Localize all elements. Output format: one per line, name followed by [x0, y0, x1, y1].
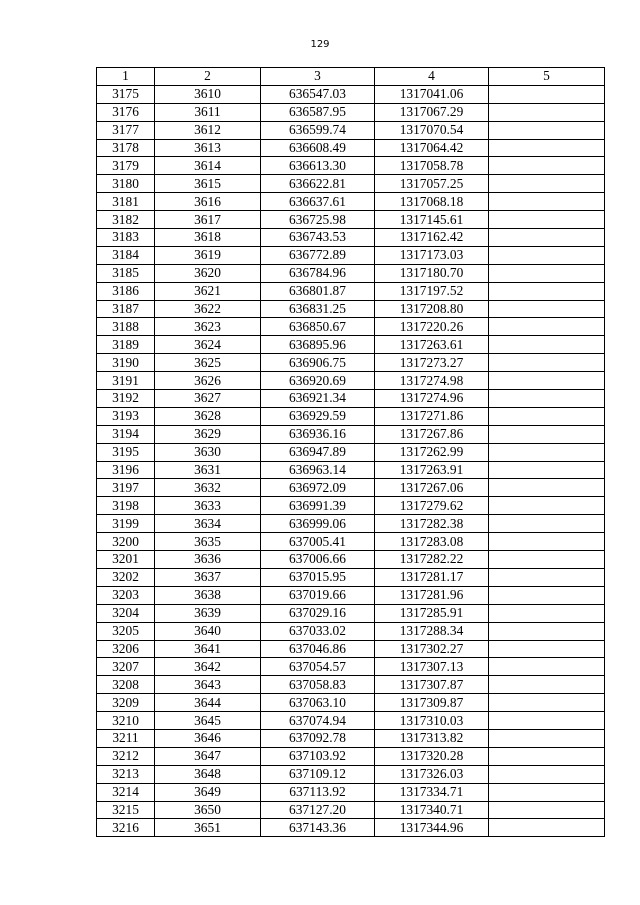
table-cell: 1317058.78	[375, 157, 489, 175]
table-cell: 1317220.26	[375, 318, 489, 336]
table-cell: 1317271.86	[375, 407, 489, 425]
table-cell: 636921.34	[261, 390, 375, 408]
table-cell: 3205	[97, 622, 155, 640]
table-cell: 636936.16	[261, 425, 375, 443]
table-cell: 1317263.91	[375, 461, 489, 479]
table-row	[97, 801, 605, 819]
table-cell: 1317310.03	[375, 712, 489, 730]
table-cell: 636547.03	[261, 85, 375, 103]
table-cell: 1317274.98	[375, 372, 489, 390]
table-row	[97, 658, 605, 676]
table-row	[97, 640, 605, 658]
table-cell: 636929.59	[261, 407, 375, 425]
table-cell: 3626	[155, 372, 261, 390]
table-cell: 1317267.86	[375, 425, 489, 443]
table-cell: 1317307.13	[375, 658, 489, 676]
table-cell: 3182	[97, 211, 155, 229]
table-cell	[489, 586, 605, 604]
table-cell: 3650	[155, 801, 261, 819]
table-cell: 3632	[155, 479, 261, 497]
table-cell: 1317273.27	[375, 354, 489, 372]
page-number: 129	[310, 39, 330, 50]
table-cell: 636972.09	[261, 479, 375, 497]
table-cell	[489, 336, 605, 354]
table-cell: 1317283.08	[375, 533, 489, 551]
table-cell: 1317282.38	[375, 515, 489, 533]
table-row	[97, 211, 605, 229]
column-header: 3	[261, 68, 375, 86]
table-cell: 637109.12	[261, 765, 375, 783]
table-cell: 637063.10	[261, 694, 375, 712]
table-row	[97, 497, 605, 515]
table-cell: 3623	[155, 318, 261, 336]
table-cell: 3648	[155, 765, 261, 783]
table-cell: 636963.14	[261, 461, 375, 479]
table-cell: 3649	[155, 783, 261, 801]
table-cell: 3202	[97, 568, 155, 586]
table-cell: 3613	[155, 139, 261, 157]
table-cell	[489, 407, 605, 425]
table-cell	[489, 229, 605, 247]
table-row	[97, 443, 605, 461]
table-cell: 3617	[155, 211, 261, 229]
table-row	[97, 694, 605, 712]
table-cell: 3209	[97, 694, 155, 712]
table-row	[97, 729, 605, 747]
table-row	[97, 461, 605, 479]
table-cell: 1317340.71	[375, 801, 489, 819]
table-cell: 636999.06	[261, 515, 375, 533]
table-cell: 3644	[155, 694, 261, 712]
table-cell: 3196	[97, 461, 155, 479]
table-cell: 3198	[97, 497, 155, 515]
table-cell: 3189	[97, 336, 155, 354]
table-cell	[489, 318, 605, 336]
table-cell: 1317197.52	[375, 282, 489, 300]
table-row	[97, 229, 605, 247]
table-cell: 3630	[155, 443, 261, 461]
table-cell: 636895.96	[261, 336, 375, 354]
table-cell: 3212	[97, 747, 155, 765]
table-row	[97, 425, 605, 443]
table-cell: 1317057.25	[375, 175, 489, 193]
table-cell: 3195	[97, 443, 155, 461]
table-cell	[489, 622, 605, 640]
table-cell: 3177	[97, 121, 155, 139]
column-header: 5	[489, 68, 605, 86]
table-cell: 3213	[97, 765, 155, 783]
table-cell	[489, 479, 605, 497]
table-cell: 637092.78	[261, 729, 375, 747]
table-cell: 636920.69	[261, 372, 375, 390]
table-cell: 3615	[155, 175, 261, 193]
table-cell: 3631	[155, 461, 261, 479]
table-row	[97, 85, 605, 103]
table-cell: 3176	[97, 103, 155, 121]
table-cell	[489, 354, 605, 372]
table-cell: 3178	[97, 139, 155, 157]
table-cell: 3612	[155, 121, 261, 139]
table-cell: 3193	[97, 407, 155, 425]
table-cell	[489, 640, 605, 658]
table-row	[97, 568, 605, 586]
table-body	[97, 85, 605, 836]
table-cell: 637113.92	[261, 783, 375, 801]
table-cell	[489, 246, 605, 264]
table-cell: 3629	[155, 425, 261, 443]
table-cell	[489, 425, 605, 443]
table-row	[97, 676, 605, 694]
table-cell: 636947.89	[261, 443, 375, 461]
table-row	[97, 604, 605, 622]
table-row	[97, 139, 605, 157]
table-row	[97, 157, 605, 175]
table-cell: 3627	[155, 390, 261, 408]
table-cell: 1317267.06	[375, 479, 489, 497]
column-header: 1	[97, 68, 155, 86]
table-cell: 637019.66	[261, 586, 375, 604]
table-cell	[489, 497, 605, 515]
table-cell: 636608.49	[261, 139, 375, 157]
table-cell: 637127.20	[261, 801, 375, 819]
table-cell	[489, 443, 605, 461]
table-cell: 3633	[155, 497, 261, 515]
table-cell: 3618	[155, 229, 261, 247]
table-cell: 3635	[155, 533, 261, 551]
table-cell: 3637	[155, 568, 261, 586]
table-cell: 3619	[155, 246, 261, 264]
table-row	[97, 712, 605, 730]
table-cell	[489, 372, 605, 390]
table-cell: 636801.87	[261, 282, 375, 300]
table-row	[97, 300, 605, 318]
table-cell: 3639	[155, 604, 261, 622]
table-cell: 636622.81	[261, 175, 375, 193]
table-cell: 1317302.27	[375, 640, 489, 658]
table-cell: 3200	[97, 533, 155, 551]
table-cell: 3199	[97, 515, 155, 533]
table-row	[97, 246, 605, 264]
table-cell: 1317068.18	[375, 193, 489, 211]
table-row	[97, 622, 605, 640]
table-row	[97, 103, 605, 121]
table-cell: 3614	[155, 157, 261, 175]
table-cell: 1317263.61	[375, 336, 489, 354]
table-cell: 1317326.03	[375, 765, 489, 783]
table-cell	[489, 604, 605, 622]
table-cell: 1317307.87	[375, 676, 489, 694]
table-cell: 3640	[155, 622, 261, 640]
table-row	[97, 515, 605, 533]
table-cell	[489, 819, 605, 837]
table-cell: 3183	[97, 229, 155, 247]
table-cell	[489, 85, 605, 103]
table-cell	[489, 747, 605, 765]
table-row	[97, 551, 605, 569]
table-cell: 1317282.22	[375, 551, 489, 569]
table-cell: 637103.92	[261, 747, 375, 765]
table-cell: 3190	[97, 354, 155, 372]
table-cell	[489, 103, 605, 121]
table-cell	[489, 175, 605, 193]
table-header-row	[97, 68, 605, 86]
table-cell: 3201	[97, 551, 155, 569]
table-cell: 636637.61	[261, 193, 375, 211]
table-cell: 3180	[97, 175, 155, 193]
table-cell: 3610	[155, 85, 261, 103]
table-row	[97, 193, 605, 211]
table-cell: 3203	[97, 586, 155, 604]
table-cell: 637029.16	[261, 604, 375, 622]
table-cell	[489, 568, 605, 586]
table-cell: 3210	[97, 712, 155, 730]
table-cell: 1317145.61	[375, 211, 489, 229]
table-cell: 3634	[155, 515, 261, 533]
table-row	[97, 479, 605, 497]
table-cell	[489, 551, 605, 569]
table-cell: 636850.67	[261, 318, 375, 336]
table-row	[97, 390, 605, 408]
table-row	[97, 783, 605, 801]
table-cell: 637054.57	[261, 658, 375, 676]
table-cell: 1317208.80	[375, 300, 489, 318]
table-row	[97, 372, 605, 390]
table-cell: 637058.83	[261, 676, 375, 694]
table-cell: 1317334.71	[375, 783, 489, 801]
table-cell: 637046.86	[261, 640, 375, 658]
table-cell: 636906.75	[261, 354, 375, 372]
table-cell: 1317279.62	[375, 497, 489, 515]
table-cell: 3647	[155, 747, 261, 765]
table-row	[97, 747, 605, 765]
table-row	[97, 765, 605, 783]
table-cell	[489, 694, 605, 712]
table-cell: 1317309.87	[375, 694, 489, 712]
table-cell: 3625	[155, 354, 261, 372]
table-cell: 1317320.28	[375, 747, 489, 765]
table-cell: 3204	[97, 604, 155, 622]
table-cell: 3181	[97, 193, 155, 211]
table-row	[97, 819, 605, 837]
table-cell: 1317285.91	[375, 604, 489, 622]
table-cell	[489, 461, 605, 479]
table-row	[97, 533, 605, 551]
table-cell: 3208	[97, 676, 155, 694]
table-cell: 636613.30	[261, 157, 375, 175]
table-cell: 1317067.29	[375, 103, 489, 121]
table-cell: 3211	[97, 729, 155, 747]
table-cell: 1317064.42	[375, 139, 489, 157]
table-cell: 1317162.42	[375, 229, 489, 247]
table-cell: 637033.02	[261, 622, 375, 640]
table-cell	[489, 282, 605, 300]
table-cell: 3651	[155, 819, 261, 837]
table-cell	[489, 729, 605, 747]
column-header: 2	[155, 68, 261, 86]
table-row	[97, 175, 605, 193]
table-cell: 3191	[97, 372, 155, 390]
table-cell	[489, 515, 605, 533]
table-cell: 3185	[97, 264, 155, 282]
table-cell: 3179	[97, 157, 155, 175]
table-cell: 637006.66	[261, 551, 375, 569]
table-cell: 637074.94	[261, 712, 375, 730]
table-cell: 636599.74	[261, 121, 375, 139]
table-cell: 3616	[155, 193, 261, 211]
table-cell: 3646	[155, 729, 261, 747]
table-cell: 636743.53	[261, 229, 375, 247]
table-cell: 637143.36	[261, 819, 375, 837]
table-cell: 3636	[155, 551, 261, 569]
table-cell: 3642	[155, 658, 261, 676]
table-cell: 3186	[97, 282, 155, 300]
table-cell: 3216	[97, 819, 155, 837]
table-cell	[489, 121, 605, 139]
table-cell: 3611	[155, 103, 261, 121]
table-cell	[489, 193, 605, 211]
table-cell	[489, 765, 605, 783]
table-cell: 1317274.96	[375, 390, 489, 408]
table-cell: 1317262.99	[375, 443, 489, 461]
table-cell: 636587.95	[261, 103, 375, 121]
table-cell: 1317313.82	[375, 729, 489, 747]
table-cell: 3197	[97, 479, 155, 497]
table-cell: 1317281.96	[375, 586, 489, 604]
table-cell: 1317281.17	[375, 568, 489, 586]
table-cell: 1317288.34	[375, 622, 489, 640]
table-cell: 1317180.70	[375, 264, 489, 282]
column-header: 4	[375, 68, 489, 86]
table-cell: 3175	[97, 85, 155, 103]
table-cell: 1317173.03	[375, 246, 489, 264]
table-cell: 3184	[97, 246, 155, 264]
table-cell: 3628	[155, 407, 261, 425]
table-row	[97, 336, 605, 354]
table-cell: 3621	[155, 282, 261, 300]
table-cell	[489, 712, 605, 730]
table-row	[97, 354, 605, 372]
table-cell: 636772.89	[261, 246, 375, 264]
table-cell: 636831.25	[261, 300, 375, 318]
table-cell: 3641	[155, 640, 261, 658]
table-cell: 1317070.54	[375, 121, 489, 139]
table-cell	[489, 801, 605, 819]
table-cell: 3624	[155, 336, 261, 354]
table-cell	[489, 211, 605, 229]
table-cell	[489, 658, 605, 676]
table-cell: 3638	[155, 586, 261, 604]
table-cell: 637015.95	[261, 568, 375, 586]
table-cell	[489, 533, 605, 551]
table-row	[97, 407, 605, 425]
table-row	[97, 282, 605, 300]
table-cell	[489, 139, 605, 157]
coordinates-table	[96, 67, 605, 837]
table-cell: 3206	[97, 640, 155, 658]
table-cell: 3207	[97, 658, 155, 676]
table-cell	[489, 300, 605, 318]
table-row	[97, 121, 605, 139]
table-cell: 3620	[155, 264, 261, 282]
table-cell: 3215	[97, 801, 155, 819]
table-cell: 636991.39	[261, 497, 375, 515]
table-cell: 636784.96	[261, 264, 375, 282]
table-cell	[489, 157, 605, 175]
table-cell: 1317344.96	[375, 819, 489, 837]
table-cell: 1317041.06	[375, 85, 489, 103]
table-cell	[489, 264, 605, 282]
table-row	[97, 318, 605, 336]
table-cell: 3194	[97, 425, 155, 443]
table-cell	[489, 390, 605, 408]
table-cell: 637005.41	[261, 533, 375, 551]
table-cell: 3188	[97, 318, 155, 336]
table-cell: 636725.98	[261, 211, 375, 229]
table-cell	[489, 783, 605, 801]
table-cell: 3192	[97, 390, 155, 408]
table-cell: 3214	[97, 783, 155, 801]
table-row	[97, 586, 605, 604]
table-cell	[489, 676, 605, 694]
table-cell: 3622	[155, 300, 261, 318]
table-cell: 3187	[97, 300, 155, 318]
table-row	[97, 264, 605, 282]
table-cell: 3643	[155, 676, 261, 694]
table-cell: 3645	[155, 712, 261, 730]
